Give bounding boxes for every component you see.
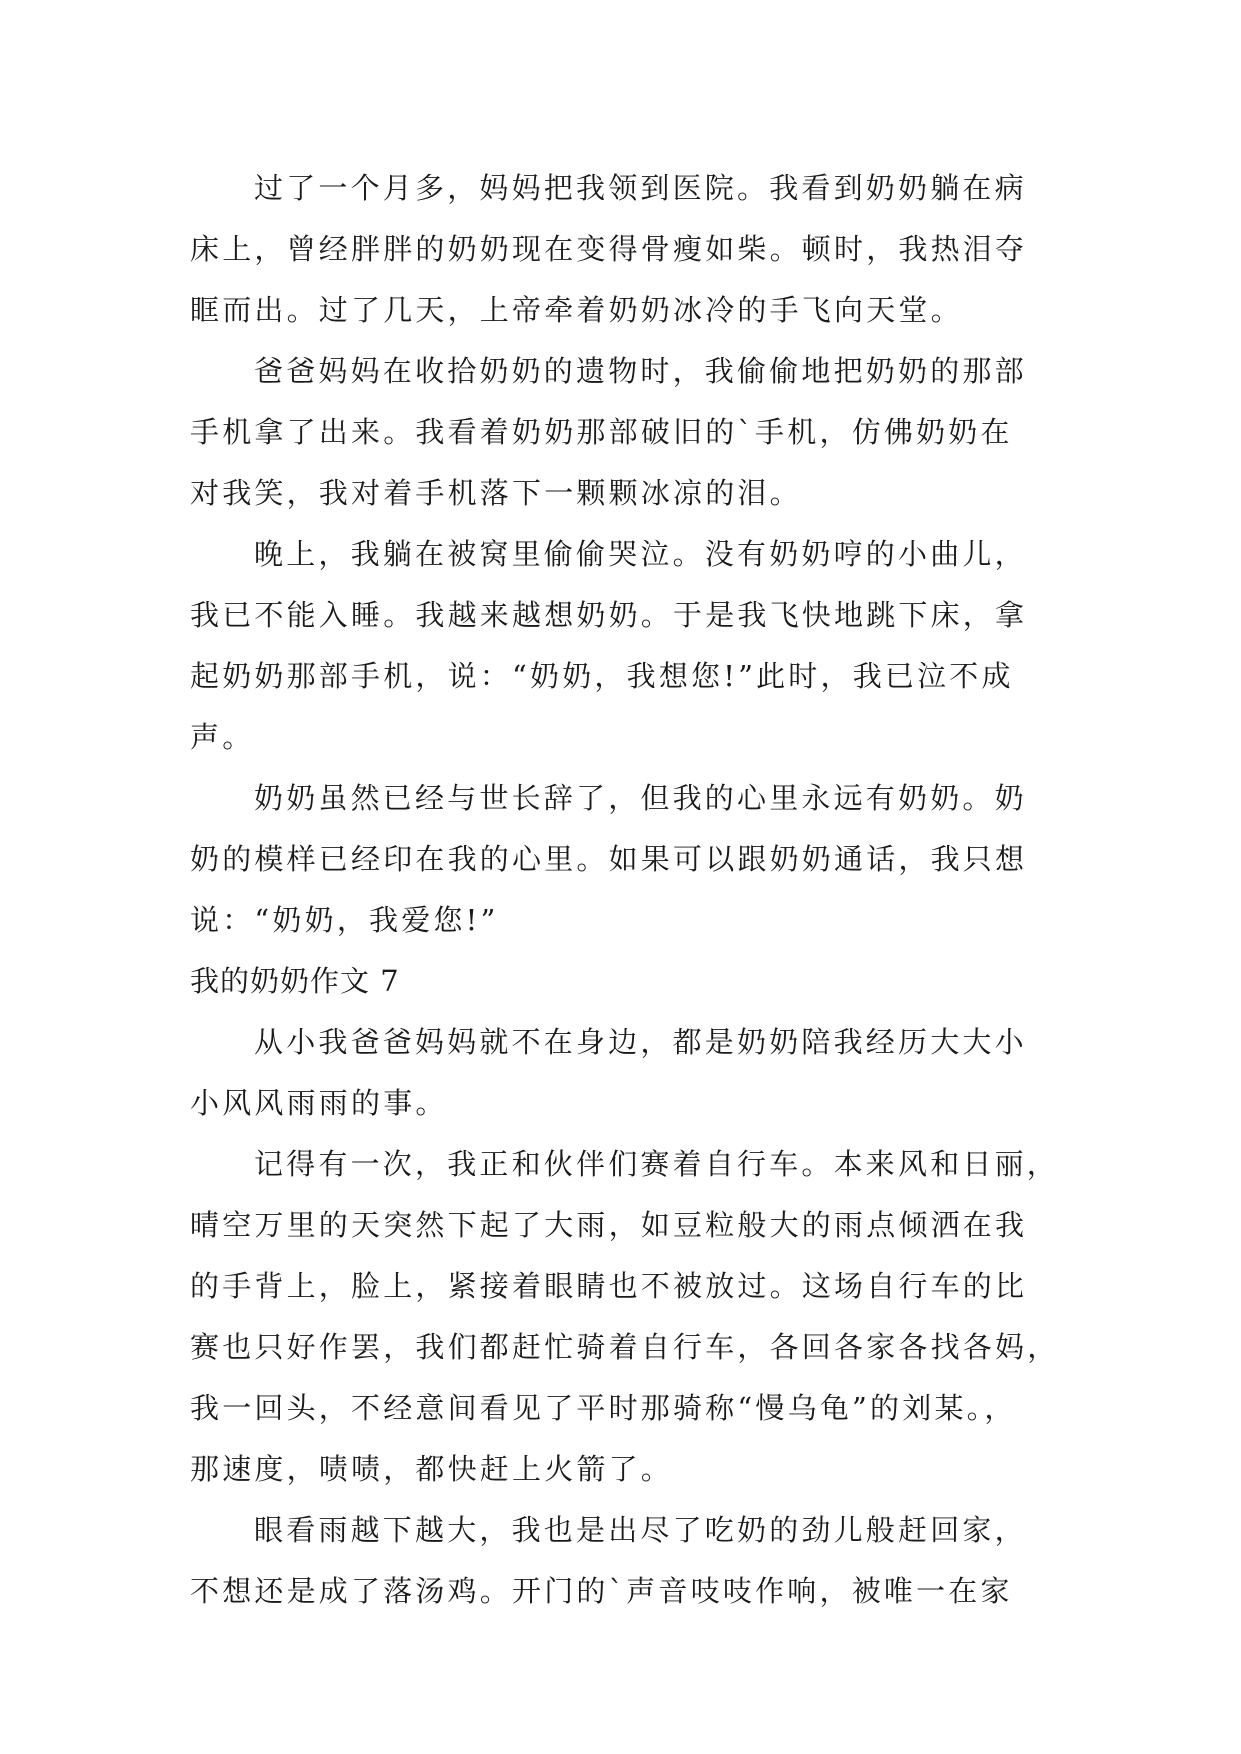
paragraph-line: 手机拿了出来。我看着奶奶那部破旧的`手机，仿佛奶奶在	[190, 415, 1013, 449]
paragraph-line: 我一回头，不经意间看见了平时那骑称“慢乌龟”的刘某。，	[190, 1391, 1017, 1425]
paragraph-line: 我已不能入睡。我越来越想奶奶。于是我飞快地跳下床，拿	[190, 598, 1028, 632]
section-heading: 我的奶奶作文 7	[190, 964, 400, 998]
paragraph-line: 起奶奶那部手机，说：“奶奶，我想您!”此时，我已泣不成	[190, 659, 1014, 693]
paragraph-line: 眼看雨越下越大，我也是出尽了吃奶的劲儿般赶回家，	[254, 1513, 1027, 1547]
paragraph-line: 小风风雨雨的事。	[190, 1086, 448, 1120]
paragraph-line: 眶而出。过了几天，上帝牵着奶奶冰冷的手飞向天堂。	[190, 293, 963, 327]
paragraph-line: 晚上，我躺在被窝里偷偷哭泣。没有奶奶哼的小曲儿，	[254, 537, 1027, 571]
paragraph-line: 奶的模样已经印在我的心里。如果可以跟奶奶通话，我只想	[190, 842, 1028, 876]
paragraph-line: 晴空万里的天突然下起了大雨，如豆粒般大的雨点倾洒在我	[190, 1208, 1028, 1242]
paragraph-line: 爸爸妈妈在收拾奶奶的遗物时，我偷偷地把奶奶的那部	[254, 354, 1027, 388]
paragraph-line: 记得有一次，我正和伙伴们赛着自行车。本来风和日丽，	[254, 1147, 1060, 1181]
paragraph-line: 对我笑，我对着手机落下一颗颗冰凉的泪。	[190, 476, 802, 510]
paragraph-line: 奶奶虽然已经与世长辞了，但我的心里永远有奶奶。奶	[254, 781, 1027, 815]
paragraph-line: 从小我爸爸妈妈就不在身边，都是奶奶陪我经历大大小	[254, 1025, 1027, 1059]
paragraph-line: 赛也只好作罢，我们都赶忙骑着自行车，各回各家各找各妈，	[190, 1330, 1060, 1364]
paragraph-line: 声。	[190, 720, 255, 754]
body-text	[190, 158, 1060, 1622]
paragraph-line: 过了一个月多，妈妈把我领到医院。我看到奶奶躺在病	[254, 171, 1027, 205]
paragraph-line: 那速度，啧啧，都快赶上火箭了。	[190, 1452, 674, 1486]
paragraph-line: 的手背上，脸上，紧接着眼睛也不被放过。这场自行车的比	[190, 1269, 1028, 1303]
paragraph-line: 说：“奶奶，我爱您!”	[190, 903, 499, 937]
paragraph-line: 不想还是成了落汤鸡。开门的`声音吱吱作响，被唯一在家	[190, 1574, 1013, 1608]
paragraph-line: 床上，曾经胖胖的奶奶现在变得骨瘦如柴。顿时，我热泪夺	[190, 232, 1028, 266]
